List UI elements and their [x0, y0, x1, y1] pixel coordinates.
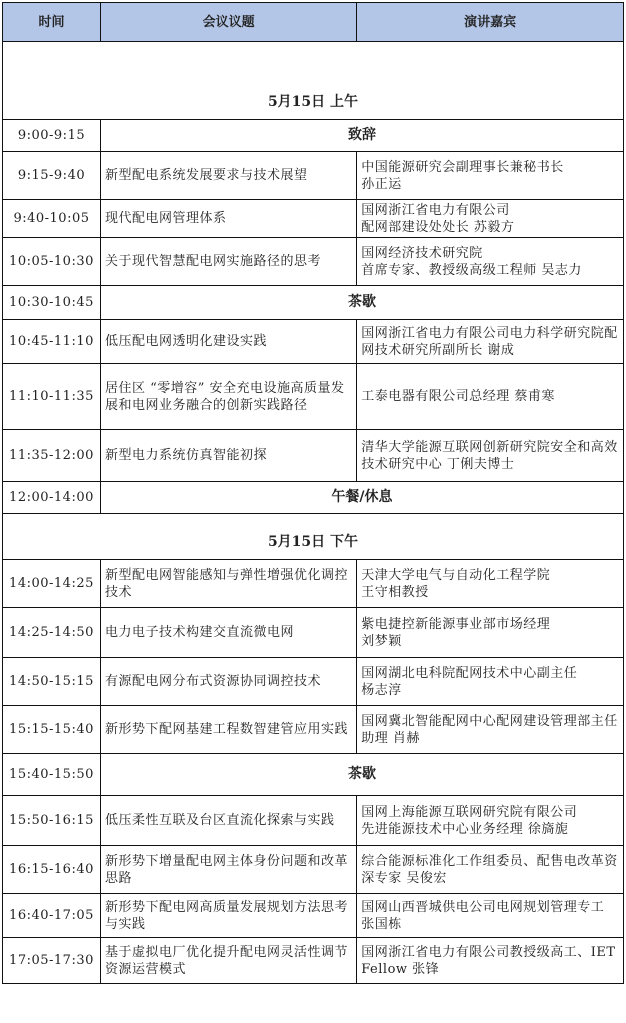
speaker-line: 刘梦颖: [361, 633, 402, 649]
table-row: [3, 796, 624, 846]
agenda-body: [3, 42, 624, 984]
speaker-cell: [357, 560, 624, 608]
table-row: [3, 658, 624, 706]
section-row: [3, 514, 624, 560]
topic-cell: 新形势下配电网高质量发展规划方法思考与实践: [100, 894, 356, 938]
table-row: [3, 320, 624, 364]
table-row: [3, 152, 624, 200]
speaker-cell: [357, 608, 624, 658]
speaker-cell: [357, 152, 624, 200]
speaker-line: 国网冀北智能配网中心配网建设管理部主任助理 肖赫: [361, 713, 618, 746]
topic-cell: 新型配电网智能感知与弹性增强优化调控技术: [100, 560, 356, 608]
header-topic: 会议议题: [100, 3, 356, 42]
topic-cell: 居住区 “零增容” 安全充电设施高质量发展和电网业务融合的创新实践路径: [100, 364, 356, 430]
speaker-line: 国网浙江省电力有限公司教授级高工、IET Fellow 张锋: [361, 944, 616, 977]
topic-cell: 现代配电网管理体系: [100, 200, 356, 238]
topic-cell: 基于虚拟电厂优化提升配电网灵活性调节资源运营模式: [100, 938, 356, 984]
time-cell: 16:40-17:05: [3, 894, 101, 938]
table-row: [3, 894, 624, 938]
speaker-line: 杨志淳: [361, 682, 402, 698]
speaker-line: 工泰电器有限公司总经理 蔡甫寒: [361, 389, 555, 404]
topic-cell: 新形势下增量配电网主体身份问题和改革思路: [100, 846, 356, 894]
table-row: [3, 200, 624, 238]
table-row: [3, 238, 624, 286]
speaker-cell: [357, 846, 624, 894]
speaker-line: 王守相教授: [361, 584, 429, 600]
time-cell: 15:50-16:15: [3, 796, 101, 846]
speaker-line: 孙正运: [361, 176, 402, 192]
speaker-cell: [357, 658, 624, 706]
time-cell: 16:15-16:40: [3, 846, 101, 894]
speaker-cell: [357, 364, 624, 430]
speaker-line: 综合能源标准化工作组委员、配售电改革资深专家 吴俊宏: [361, 853, 618, 886]
speaker-cell: [357, 706, 624, 754]
time-cell: 14:00-14:25: [3, 560, 101, 608]
table-row: [3, 560, 624, 608]
time-cell: 10:05-10:30: [3, 238, 101, 286]
topic-cell: 新型电力系统仿真智能初探: [100, 430, 356, 482]
time-cell: 9:40-10:05: [3, 200, 101, 238]
speaker-cell: [357, 238, 624, 286]
topic-cell: 电力电子技术构建交直流微电网: [100, 608, 356, 658]
speaker-cell: [357, 938, 624, 984]
time-cell: 14:25-14:50: [3, 608, 101, 658]
time-cell: 10:30-10:45: [3, 286, 101, 320]
break-row: [3, 754, 624, 796]
table-row: [3, 608, 624, 658]
speaker-line: 紫电捷控新能源事业部市场经理: [361, 616, 551, 632]
speaker-line: 国网经济技术研究院: [361, 245, 483, 261]
header-time: 时间: [3, 3, 101, 42]
table-row: [3, 846, 624, 894]
speaker-cell: [357, 894, 624, 938]
break-label: 午餐/休息: [100, 482, 623, 514]
time-cell: 15:40-15:50: [3, 754, 101, 796]
time-cell: 17:05-17:30: [3, 938, 101, 984]
agenda-table: [2, 2, 624, 984]
topic-cell: 新形势下配网基建工程数智建管应用实践: [100, 706, 356, 754]
topic-cell: 新型配电系统发展要求与技术展望: [100, 152, 356, 200]
speaker-line: 配网部建设处处长 苏毅方: [361, 219, 515, 235]
break-label: 致辞: [100, 120, 623, 152]
table-row: [3, 430, 624, 482]
header-speaker: 演讲嘉宾: [357, 3, 624, 42]
topic-cell: 关于现代智慧配电网实施路径的思考: [100, 238, 356, 286]
speaker-cell: [357, 430, 624, 482]
break-row: [3, 120, 624, 152]
speaker-line: 国网山西晋城供电公司电网规划管理专工 张国栋: [361, 899, 605, 932]
speaker-cell: [357, 320, 624, 364]
break-row: [3, 286, 624, 320]
section-label: 5月15日 上午: [3, 42, 624, 120]
speaker-cell: [357, 200, 624, 238]
speaker-line: 首席专家、教授级高级工程师 吴志力: [361, 262, 582, 278]
speaker-line: 国网浙江省电力有限公司: [361, 202, 510, 218]
topic-cell: 有源配电网分布式资源协同调控技术: [100, 658, 356, 706]
section-label: 5月15日 下午: [3, 514, 624, 560]
speaker-line: 清华大学能源互联网创新研究院安全和高效技术研究中心 丁俐夫博士: [361, 439, 618, 472]
table-row: [3, 938, 624, 984]
section-row: [3, 42, 624, 120]
time-cell: 9:00-9:15: [3, 120, 101, 152]
topic-cell: 低压柔性互联及台区直流化探索与实践: [100, 796, 356, 846]
header-row: [3, 3, 624, 42]
speaker-line: 国网上海能源互联网研究院有限公司: [361, 804, 578, 820]
table-row: [3, 706, 624, 754]
speaker-line: 国网湖北电科院配网技术中心副主任: [361, 665, 578, 681]
time-cell: 9:15-9:40: [3, 152, 101, 200]
speaker-line: 中国能源研究会副理事长兼秘书长: [361, 159, 564, 175]
speaker-line: 国网浙江省电力有限公司电力科学研究院配网技术研究所副所长 谢成: [361, 325, 618, 358]
break-label: 茶歇: [100, 754, 623, 796]
speaker-line: 先进能源技术中心业务经理 徐旖旎: [361, 821, 569, 837]
time-cell: 15:15-15:40: [3, 706, 101, 754]
time-cell: 14:50-15:15: [3, 658, 101, 706]
topic-cell: 低压配电网透明化建设实践: [100, 320, 356, 364]
break-label: 茶歇: [100, 286, 623, 320]
speaker-cell: [357, 796, 624, 846]
break-row: [3, 482, 624, 514]
time-cell: 11:35-12:00: [3, 430, 101, 482]
time-cell: 10:45-11:10: [3, 320, 101, 364]
time-cell: 12:00-14:00: [3, 482, 101, 514]
time-cell: 11:10-11:35: [3, 364, 101, 430]
table-row: [3, 364, 624, 430]
speaker-line: 天津大学电气与自动化工程学院: [361, 567, 551, 583]
